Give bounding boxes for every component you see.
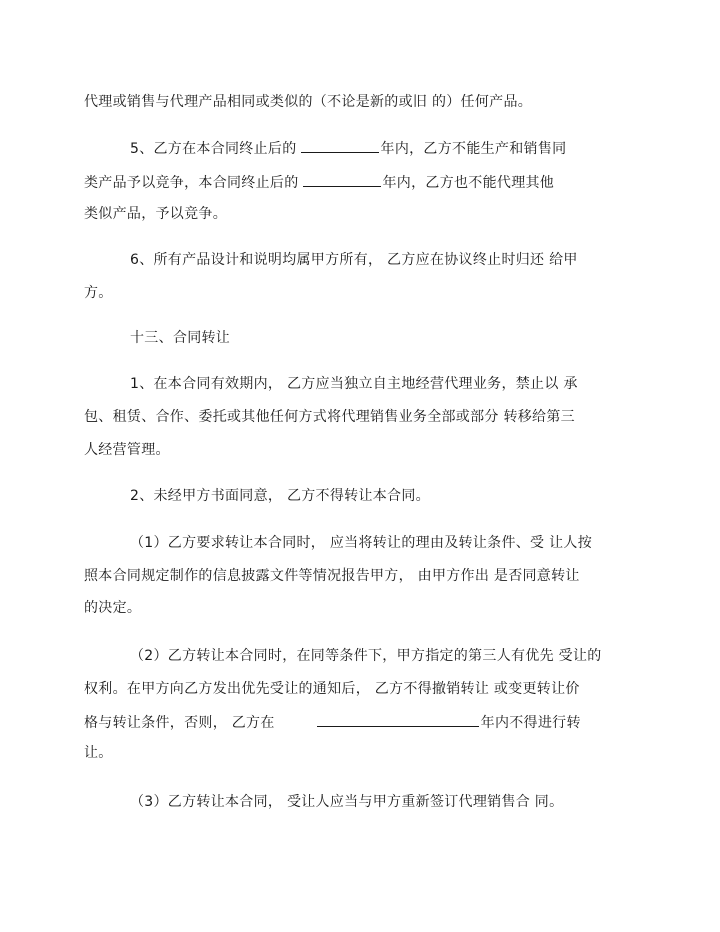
text-line: （1）乙方要求转让本合同时， 应当将转让的理由及转让条件、受 让人按 [130,535,593,551]
text-line: 5、乙方在本合同终止后的 年内，乙方不能生产和销售同 [130,138,566,159]
text-line: 的决定。 [84,600,142,616]
text-line: 6、所有产品设计和说明均属甲方所有， 乙方应在协议终止时归还 给甲 [130,252,578,268]
text-line: 人经营管理。 [84,442,170,458]
text-line: 权利。在甲方向乙方发出优先受让的通知后， 乙方不得撤销转让 或变更转让价 [84,681,580,697]
text-line: （3）乙方转让本合同， 受让人应当与甲方重新签订代理销售合 同。 [130,794,564,810]
fill-in-blank [317,712,479,727]
text-line: 类似产品，予以竞争。 [84,206,227,222]
text-line: 2、未经甲方书面同意， 乙方不得转让本合同。 [130,488,430,504]
text-line: 代理或销售与代理产品相同或类似的（不论是新的或旧 的）任何产品。 [84,94,533,110]
text-line: 类产品予以竞争，本合同终止后的 年内，乙方也不能代理其他 [84,172,554,193]
text-line: （2）乙方转让本合同时，在同等条件下，甲方指定的第三人有优先 受让的 [130,648,602,664]
text-line: 让。 [84,745,113,761]
text-line: 照本合同规定制作的信息披露文件等情况报告甲方， 由甲方作出 是否同意转让 [84,568,580,584]
text-line: 格与转让条件，否则， 乙方在 年内不得进行转 [84,712,581,733]
section-heading: 十三、合同转让 [130,330,231,346]
text-line: 1、在本合同有效期内， 乙方应当独立自主地经营代理业务，禁止以 承 [130,376,578,392]
text-line: 方。 [84,285,113,301]
text-line: 包、租赁、合作、委托或其他任何方式将代理销售业务全部或部分 转移给第三 [84,409,575,425]
fill-in-blank [301,138,379,153]
fill-in-blank [303,172,381,187]
